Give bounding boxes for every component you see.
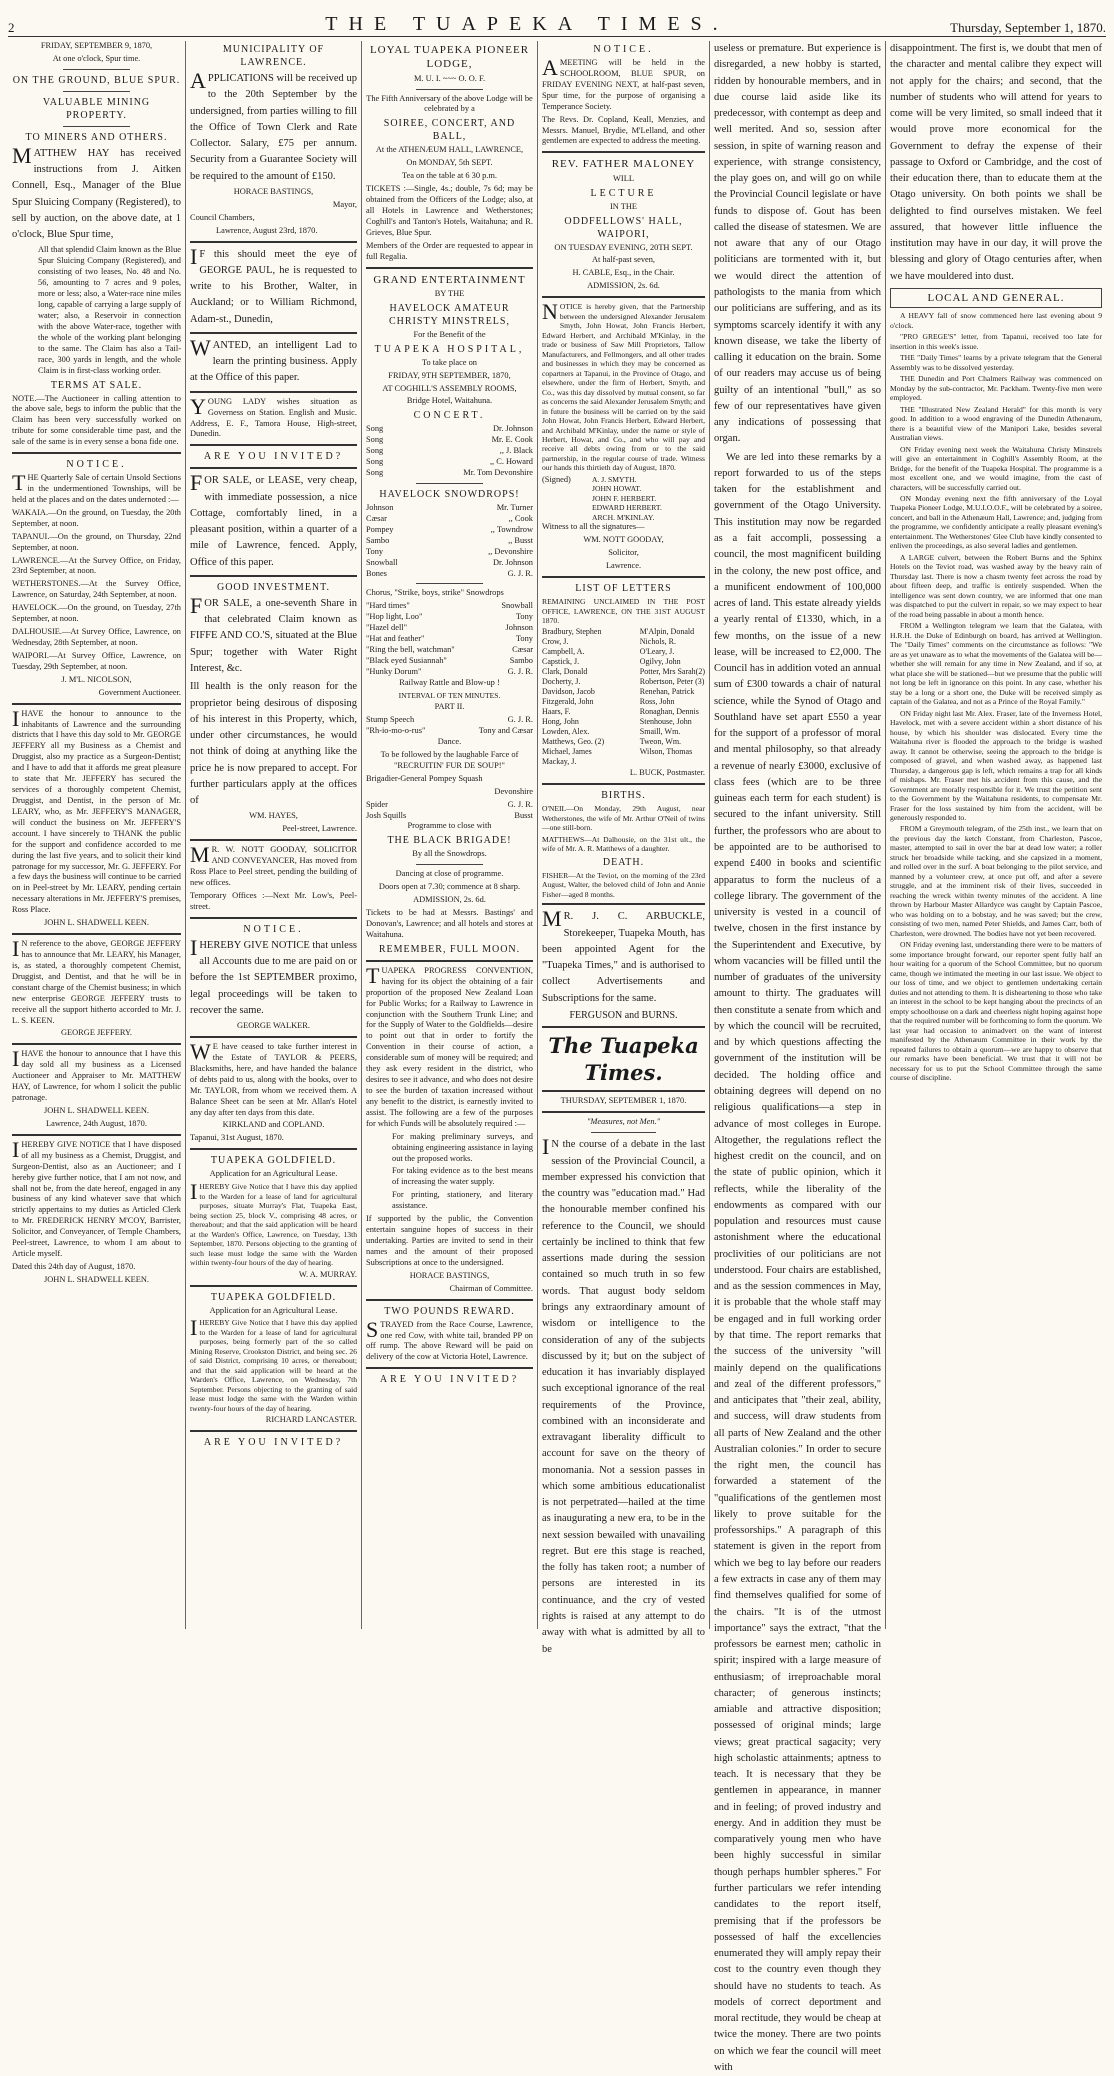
coghill-rooms: AT COGHILL'S ASSEMBLY ROOMS, xyxy=(382,383,517,393)
sale-location: ON THE GROUND, BLUE SPUR. xyxy=(12,74,181,86)
lodge-heading: LOYAL TUAPEKA PIONEER LODGE, xyxy=(369,44,530,71)
jeffery-notice: IN reference to the above, GEORGE JEFFERY has to announce that Mr. LEARY, his Manager, is, as stated, a thoroughly competent Chemist, Druggist, and Dentist, and that he will be in constant charge of the Chemist business; in which new enterprise GEORGE JEFFERY trusts to receive all the support hitherto accorded to Mr. J. L. S. KEEN. xyxy=(12,936,181,1025)
kirkland-notice: WE have ceased to take further interest in the Estate of TAYLOR & PEERS, Blacksmiths, here, and have handed the balance of debts paid to us, along with the books, over to Mr. TAYLOR, from whom we received them. A Balance Sheet can be seen at Mr. Allan's Hotel any day after ten days from this date. xyxy=(190,1039,357,1117)
lease-subheading-2: Application for an Agricultural Lease. xyxy=(209,1305,338,1315)
local-general-heading: LOCAL AND GENERAL. xyxy=(890,288,1102,308)
part-two: PART II. xyxy=(434,702,465,712)
will: WILL xyxy=(613,173,634,183)
maloney-heading: REV. FATHER MALONEY xyxy=(551,158,696,171)
death-fisher: FISHER—At the Teviot, on the morning of the 23rd August, Walter, the beloved child of John and Annie Fisher—aged 8 months. xyxy=(542,870,705,899)
purpose-2: For taking evidence as to the best means of increasing the water supply. xyxy=(392,1166,533,1187)
regalia: Members of the Order are requested to appear in full Regalia. xyxy=(366,240,533,261)
keen-notice-3: IHEREBY GIVE NOTICE that I have disposed of all my business as a Chemist, Druggist, and Surgeon-Dentist, also as an Auctioneer; and I hereby give further notice, that I am not now, and shall not be, from the date hereof, engaged in any business of any kind whatever save that which strictly appertains to my duties as Articled Clerk to Mr. FREDERICK HENRY M'COY, Barrister, Solicitor, and Conveyancer, of Temple Chambers, Peel-street, Lawrence, to whom I am about to Article myself. xyxy=(12,1136,181,1259)
letter-name: M'Alpin, Donald xyxy=(639,627,695,637)
letter-name: Campbell, A. xyxy=(542,647,585,657)
nicolson-title: Government Auctioneer. xyxy=(98,687,181,697)
by-snowdrops: By all the Snowdrops. xyxy=(412,849,487,859)
letter-name: Bradbury, Stephen xyxy=(542,627,602,637)
cast-row: Cæsar ,, Cook xyxy=(366,513,533,523)
place-dalhousie: DALHOUSIE.—At Survey Office, Lawrence, on Wednesday, 28th September, at noon. xyxy=(12,627,181,648)
purpose-1: For making preliminary surveys, and obtaining engineering assistance in laying out the proposed works. xyxy=(392,1131,533,1163)
railway-rattle: Railway Rattle and Blow-up ! xyxy=(399,677,500,687)
letter-name: Wilson, Thomas xyxy=(639,747,693,757)
local-news-item: FROM a Greymouth telegram, of the 25th inst., we learn that on the previous day the ketch Constant, from Charleston, Pascoe, master, attempted to sail in over the bar at dead low water; a roller struck her broadside while tacking, and she capsized in a moment, and rolled over in the surf. A boat belonging to the pilot service, and manned by a volunteer crew, at once put off, and after a severe struggle, and at the imminent risk of their lives, succeeded in reaching the wreck within twenty minutes of the accident. A line thrown by Harbour Master Allardyce was caught by Captain Pascoe, who was holding on to a bobstay, and he was saved; but the crew, consisting of two men, named Peter Shields, and James Carr, both of Charleston, were drowned. The bodies have not yet been recovered. xyxy=(890,824,1102,938)
george-paul-ad: IF this should meet the eye of GEORGE PAUL, he is requested to write to his Brother, Walter, in Auckland; or to William Richmond, Adam-st., Dunedin, xyxy=(190,243,357,325)
place-tapanui: TAPANUI.—On the ground, on Thursday, 22nd September, at noon. xyxy=(12,531,181,552)
programme-close: Programme to close with xyxy=(407,821,492,831)
letter-name: Lowden, Alex. xyxy=(542,727,590,737)
leader-conclusion: disappointment. The first is, we doubt that men of the character and mental calibre they expect will not apply for the chairs; and second, that the number of students who will attend for years to come will be very limited, so small indeed that it would prove more economical for the Government to defray the expense of their passage to Oxford or Cambridge, and the cost of their education there, than to educate them at the Otago university. On both points we shall be delighted to find ourselves mistaken. We feel assured, that however little influence the institution may have in our day, it will prove the blessing and glory of Otago centuries after, when we have mouldered into dust. xyxy=(890,43,1102,282)
sale-subheading: TO MINERS AND OTHERS. xyxy=(25,131,168,143)
cast-row: Pompey ,, Towndrow xyxy=(366,524,533,534)
hayes-name: WM. HAYES, xyxy=(249,811,298,821)
take-place: To take place on xyxy=(422,357,477,367)
tickets-2: Tickets to be had at Messrs. Bastings' and Donovan's, Lawrence; and all hotels and stores at Waitahuna. xyxy=(366,908,533,939)
partnership-notice: NOTICE is hereby given, that the Partnership between the undersigned Alexander Jerusalem Smyth, John Howat, John Francis Herbert, Edward Herbert, and Archibald M'Kinlay, in the trade or business of Saw Mill Proprietors, Tallow Manufacturers, and Fellmongers, and all other trades and businesses in which they may be concerned as copartners at Tapanui, in the Province of Otago, and elsewhere, under the firm of Herbert, Smyth, and Co., was this day dissolved by mutual consent, so far as concerns the said Alexander Jerusalem Smyth; and in future the business will be carried on by the said John Howat, John Francis Herbert, Edward Herbert, and Archibald M'Kinlay, under the name or style of Herbert, Howat, and Co., and who will pay and receive all debts owing from or to the said partnership, in the regular course of trade. Witness our hands this thirtieth day of August, 1870. xyxy=(542,299,705,473)
witness-title: Solicitor, xyxy=(608,548,639,558)
bastings-name: HORACE BASTINGS, xyxy=(233,186,314,196)
lease-subheading: Application for an Agricultural Lease. xyxy=(209,1169,338,1179)
local-news-item: ON Friday night last Mr. Alex. Fraser, late of the Inverness Hotel, Havelock, met with a severe accident within a short distance of his house, by which his shoulder was dislocated. Every time the Waitahuna river is flooded the approach to the bridge is washed away. It cannot be otherwise, seeing the approach to the bridge is composed of gravel, and when washed away, as happened last Thursday, a dangerous gap is left, which remains a trap for all kinds of mishaps. Mr. Fraser met his accident from this cause, and the Government are morally responsible for it. We trust the petition sent to the Government by the Waitahuna residents, to compensate Mr. Fraser for the loss sustained by him from the accident, will be generously responded to. xyxy=(890,708,1102,822)
farce: To be followed by the laughable Farce of "RECRUITIN' FUR DE SOUP!" xyxy=(380,749,519,770)
letter-name: Stenhouse, John xyxy=(639,717,692,727)
page-number: 2 xyxy=(8,20,15,35)
reverends: The Revs. Dr. Copland, Keall, Menzies, and Messrs. Manuel, Brydie, M'Lelland, and other gentlemen are expected to address the meeting. xyxy=(542,114,705,146)
letter-name: Ogilvy, John xyxy=(639,657,681,667)
program-row: Josh Squills Busst xyxy=(366,810,533,820)
cast-row: Johnson Mr. Turner xyxy=(366,503,533,513)
lecture: LECTURE xyxy=(590,187,657,199)
ferguson-burns: FERGUSON and BURNS. xyxy=(569,1009,678,1021)
brigadier: Brigadier-General Pompey Squash xyxy=(366,773,483,783)
tuesday-evening: ON TUESDAY EVENING, 20TH SEPT. xyxy=(554,242,693,252)
invited-banner: ARE YOU INVITED? xyxy=(203,451,344,463)
in-the: IN THE xyxy=(609,201,638,211)
municipality-heading: MUNICIPALITY OF LAWRENCE. xyxy=(222,44,325,68)
keen-signature-3: JOHN L. SHADWELL KEEN. xyxy=(43,1274,150,1284)
letter-name: Renehan, Patrick xyxy=(639,687,695,697)
masthead xyxy=(8,6,1106,37)
birth-oneil: O'NEIL—On Monday, 29th August, near Wetherstones, the wife of Mr. Arthur O'Neil of twins—one still-born. xyxy=(542,804,705,833)
song-row: Song ,, J. Black xyxy=(366,446,533,456)
program-row: Spider G. J. R. xyxy=(366,799,533,809)
hospital: TUAPEKA HOSPITAL, xyxy=(374,343,525,355)
program-row: "Black eyed Susiannah" Sambo xyxy=(366,656,533,665)
kirkland-signature: KIRKLAND and COPLAND. xyxy=(222,1120,325,1130)
auction-intro: MATTHEW HAY has received instructions from J. Aitken Connell, Esq., Manager of the Blue Spur Sluicing Company (Registered), to sell by auction, on the above date, at 1 o'clock, Blue Spur time, xyxy=(12,142,181,241)
letter-name: Ross, John xyxy=(639,697,675,707)
dancing: Dancing at close of programme. xyxy=(395,869,504,879)
tickets-info: TICKETS :—Single, 4s.; double, 7s 6d; may be obtained from the Officers of the Lodge; also, at all Hotels in Lawrence and Wetherstones; Coghill's and Tanton's Hotels, Waitahuna; and R. Grieves, Blue Spur. xyxy=(366,184,533,237)
strayed-cow: STRAYED from the Race Course, Lawrence, one red Cow, with white tail, branded PP on off rump. The above Reward will be paid on delivery of the cow at Victoria Hotel, Lawrence. xyxy=(366,1316,533,1362)
letter-name: Haars, F. xyxy=(542,707,571,717)
letters-heading: LIST OF LETTERS xyxy=(575,583,672,595)
program-row: "Hunky Dorum" G. J. R. xyxy=(366,666,533,676)
witness-location: Lawrence. xyxy=(605,561,642,571)
walker-signature: GEORGE WALKER. xyxy=(237,1021,310,1031)
bridge-hotel: Bridge Hotel, Waitahuna. xyxy=(406,396,493,406)
temperance-meeting: AMEETING will be held in the SCHOOLROOM, BLUE SPUR, on FRIDAY EVENING NEXT, at half-past seven, Spur time, for the purpose of organising a Temperance Society. xyxy=(542,55,705,111)
births-heading: BIRTHS. xyxy=(601,790,646,802)
local-news-item: FROM a Wellington telegram we learn that the Galatea, with H.R.H. the Duke of Edinburgh on board, has arrived at Wellington. The "Daily Times" comments on the circumstance as follows: "We are as yet unaware as to what the movements of the Galatea will be—whether she will remain for any time in New Zealand, and if so, at what place she will be stationed—but we presume that the public will not long be left in ignorance on this point. In any case, whether his stay be a long or a short one, the Duke will be received simply as captain of the Galatea, and not as a Prince of the Royal Family." xyxy=(890,621,1102,707)
local-news-item: THE "Illustrated New Zealand Herald" for this month is very good. In addition to a wood engraving of the Dunedin Athenæum, there is a beautiful view of the Manipori Lake, besides several Australian views. xyxy=(890,404,1102,443)
cottage-sale-ad: FOR SALE, or LEASE, very cheap, with immediate possession, a nice Cottage, comfortably lined, in a pleasant position, within a quarter of a mile of Lawrence, fenced. Apply, Office of this paper. xyxy=(190,470,357,568)
cast-row: Tony ,, Devonshire xyxy=(366,546,533,556)
letter-name: Mackay, J. xyxy=(542,757,577,767)
full-moon: REMEMBER, FULL MOON. xyxy=(378,943,521,955)
claim-description: All that splendid Claim known as the Blue Spur Sluicing Company (Registered), and consisting of two leases, No. 48 and No. 56, amounting to 7 acres and 9 poles, more or less; also, a Water-race nine miles long, capable of carrying a large supply of water; also, a Reservoir in connection with the above Water-race, together with the whole of the working plant belonging to the same. The Claim has also a Tail-race, 300 yards in length, and the whole Claim is in first-class working order. xyxy=(38,245,181,375)
chorus: Chorus, "Strike, boys, strike" Snowdrops xyxy=(366,588,504,598)
letters-list xyxy=(542,627,705,767)
letter-name: Crow, J. xyxy=(542,637,569,647)
keen-notice-2: IHAVE the honour to announce that I have this day sold all my business as a Licensed Auctioneer and Appraiser to Mr. MATTHEW HAY, of Lawrence, for whom I solicit the public patronage. xyxy=(12,1046,181,1103)
sale-heading: VALUABLE MINING PROPERTY. xyxy=(42,96,151,121)
supported: If supported by the public, the Convention entertain sanguine hopes of success in their undertaking. Parties are invited to send in their names and the amount of their proposed Subscriptions at once to the undersigned. xyxy=(366,1214,533,1267)
letter-name: Ronaghan, Dennis xyxy=(639,707,699,717)
sale-date: FRIDAY, SEPTEMBER 9, 1870, xyxy=(40,41,153,50)
signatures: (Signed) A. J. SMYTH. JOHN HOWAT. JOHN F. HERBERT. EDWARD HERBERT. ARCH. M'KINLAY. xyxy=(542,474,662,522)
leader-continued-1: useless or premature. But experience is disregarded, a new hobby is started, ridden by honourable members, and in due course laid aside like its predecessor, with contempt as deep and well merited. And so, session after session, in spite of warning reason and experience, with strange consistency, the play goes on, and will go on while the Provincial Council legislate or have funds to dispose of. Gout has been called the disease of statesmen. We are not aware that any of our Otago politicians are tormented with it, but we would direct the attention of pathologists to the mania from which our politicians are suffering, and as its symptoms scarcely identify it with any known disease, we take the liberty of calling it education on the brain. Some of our readers may accuse us of being guilty of an intentional "bull," as so few of our representatives have given any indications of possessing that organ. xyxy=(714,43,881,445)
friday-date: FRIDAY, 9TH SEPTEMBER, 1870, xyxy=(388,370,511,380)
local-news-item: A LARGE culvert, between the Robert Burns and the Sphinx Hotels on the Teviot road, was washed away by the heavy rain of Thursday last. There is now a chasm twenty feet across the road by about fifteen deep, and traffic is entirely suspended. When the intelligence was sent down country, we are informed that one man was dispatched to put the culvert in repair, so we may expect to hear of the road being passable in about a month hence. xyxy=(890,552,1102,619)
admission: ADMISSION, 2s. 6d. xyxy=(413,895,486,905)
letter-name: Docherty, J. xyxy=(542,677,581,687)
local-news-item: ON Friday evening next week the Waitahuna Christy Minstrels will give an entertainment in Coghill's Assembly Room, at the Bridge, for the benefit of the Tuapeka Hospital. The programme is a most excellent one, and we would imagine, from the cast of characters, will be successfully carried out. xyxy=(890,444,1102,492)
song-row: Song Dr. Johnson xyxy=(366,424,533,434)
kirkland-date: Tapanui, 31st August, 1870. xyxy=(190,1133,284,1143)
local-items xyxy=(890,311,1102,1082)
gooday-ad: MR. W. NOTT GOODAY, SOLICITOR AND CONVEYANCER, Has moved from Ross Place to Peel street, pending the building of new offices. xyxy=(190,842,357,888)
chairman-name: HORACE BASTINGS, xyxy=(409,1270,490,1280)
walker-notice: IHEREBY GIVE NOTICE that unless all Accounts due to me are paid on or before the 1st SEPTEMBER proximo, legal proceedings will be taken to recover the same. xyxy=(190,934,358,1016)
interval: INTERVAL OF TEN MINUTES. xyxy=(398,690,501,700)
purpose-3: For printing, stationery, and literary assistance. xyxy=(392,1190,533,1211)
letter-name: Michael, James xyxy=(542,747,592,757)
death-heading: DEATH. xyxy=(602,856,645,868)
reward-heading: TWO POUNDS REWARD. xyxy=(384,1305,515,1317)
council-chambers: Council Chambers, xyxy=(190,212,255,222)
cast-row: Snowball Dr. Johnson xyxy=(366,557,533,567)
letter-name: Capstick, J. xyxy=(542,657,580,667)
column-6 xyxy=(886,41,1106,1629)
black-brigade: THE BLACK BRIGADE! xyxy=(387,835,512,847)
chair: H. CABLE, Esq., in the Chair. xyxy=(572,268,675,278)
governess-ad: YOUNG LADY wishes situation as Governess on Station. English and Music. Address, E. F., Tamora House, High-street, Dunedin. xyxy=(190,393,357,439)
keen-signature-1: JOHN L. SHADWELL KEEN. xyxy=(43,918,150,928)
program-row: "Hazel dell" Johnson xyxy=(366,623,533,633)
leader-continued-2: We are led into these remarks by a report forwarded to us of the steps taken for the establishment and government of the Otago University. This institution may now be regarded as a fait accompli, possessing a council, the most magnificent building in the colony, the new post office, and a munificent endowment of 100,000 acres of land. This estate already yields a yearly rental of £1330, which, in a few months, on the issue of a new lease, will be increased to £2,000. The Council has in addition voted an annual sum of £300 towards a chair of natural science, while the Synod of Otago and Southland have set apart £550 a year for the support of a professor of moral and mental philosophy, so that already a revenue of nearly £3000, exclusive of class fees (which are to be three guineas each term for each student) is secured to the infant university. Still further, the professors who are about to be appointed are to be authorised to expend £400 in books and scientific apparatus to form the nucleus of a college library. The government of the university is vested in a council of twelve, chosen in the first instance by the Superintendent and Executive, by whom vacancies will be filled until the number of graduates of the university amount to thirty. The graduates will then constitute a senate from which and by which the council will be recruited, and by which questions affecting the government of the institution will be decided. The holding office and obtaining degrees will depend on no religious qualifications—a step in advance of most colleges in Europe. Altogether, the regulations reflect the highest credit on the council, and on the state of public opinion, which it reflects, while the liberality of the endowments as compared with our population and resources must cause astonishment where the educational proclivities of our politicians are not understood. Four chairs are established, and as the session commences in May, it is probable that the whole staff may be engaged and in full working order by that time. The report remarks that the success of the university "will mainly depend on the qualifications and zeal of the different professors," and anticipates that "their zeal, ability, and success, will draw students from all parts of New Zealand and the other Australian colonies." In order to secure the right men, the council has forwarded a statement of the "qualifications of the gentlemen most likely to prove suitable for the professorships." A paragraph of this statement is given in the report from which we beg to lay before our readers a few extracts in case any of them may find themselves qualified for some of the chairs. "It is of the utmost importance" says the extract, "that the professors be earnest men; catholic in spirit; inspired with a large measure of enthusiasm; of irreproachable moral character; of generous instincts; amiable and attractive disposition; possessed of original minds; large views; great practical sagacity; very high scholastic attainments; aptness to teach. It is necessary that they be gentlemen in appearance, in manner and in feeling; of proved industry and energy. And in addition they must be comparatively young men who have been highly successful in similar though perhaps humbler spheres." For further particulars we refer intending candidates to the report itself, premising that if the professors be possessed of half the excellencies enumerated they will amply repay their cost to the country even though they should have no students to teach. As models of correct deportment and moral rectitude, they would be cheap at twice the money. There are two points on which we fear the council will meet with xyxy=(714,451,881,2073)
notice-heading: NOTICE. xyxy=(66,459,127,471)
letter-name: O'Leary, J. xyxy=(639,647,675,657)
song-row: Song Mr. E. Cook xyxy=(366,435,533,445)
athenaeum: At the ATHENÆUM HALL, LAWRENCE, xyxy=(375,145,524,155)
concert-heading: CONCERT. xyxy=(413,410,486,422)
letter-name: Fitzgerald, John xyxy=(542,697,594,707)
benefit: For the Benefit of the xyxy=(413,329,486,339)
cast-row: Bones G. J. R. xyxy=(366,568,533,578)
leader-article: IN the course of a debate in the last session of the Provincial Council, a member expressed his conviction that the country was "education mad." Had the honourable member confined his reference to the Council, we should certainly be inclined to think that few assertions made during the session contained so much truth in so few words. That august body seldom brings any extraordinary amount of wisdom or intelligence to the consideration of any of the subjects discussed by it; but on the subject of education it has invariably displayed such exceptional ignorance of the real requirements of the Province, combined with an inconsiderate and extravagant liberality difficult to account for save on the theory of monomania. Not a session passes in which some ambitious educationalist is not perpetrated—hailed at the time as inaugurating a new era, to be in the next session bewailed with unavailing regret. But ere this stage is reached, the folly has taken root; a number of persons are interested in its continuance, and the cry of vested rights is raised at any attempt to do away with what is admitted by all to be xyxy=(542,1134,705,1655)
lecture-time: At half-past seven, xyxy=(591,255,656,265)
place-wetherstones: WETHERSTONES.—At the Survey Office, Lawrence, on Saturday, 24th September, at noon. xyxy=(12,579,181,600)
hayes-location: Peel-street, Lawrence. xyxy=(282,824,357,834)
keen-notice-1: IHAVE the honour to announce to the inhabitants of Lawrence and the surrounding districts that I have this day sold to Mr. GEORGE JEFFERY all my Business as a Chemist and Druggist, also my practice as a Surgeon-Dentist; and I have to add that it affords me great pleasure to state that Mr. JEFFERY has secured the services of a thoroughly competent Chemist, Druggist, and Dentist, in the person of Mr. LEARY, who, as Mr. JEFFERY'S MANAGER, will conduct the business on Mr. JEFFERY'S account. I have sincerely to THANK the public for the support and confidence accorded to me during the last five years, and to solicit their kind patronage for my successor, Mr. G. JEFFERY. For a few days the business will continue to be carried on in Peel-street by Mr. LEARY, pending certain necessary alterations in Mr. JEFFERY'S premises, Ross Place. xyxy=(12,705,181,915)
mayor-title: Mayor, xyxy=(332,199,357,209)
auction-note: NOTE.—The Auctioneer in calling attention to the above sale, begs to inform the public that the Claim has been very successfully worked on tribute for some considerable time past, and the sale of the same is in every sense a bona fide one. xyxy=(12,393,181,447)
place-havelock: HAVELOCK.—On the ground, on Tuesday, 27th September, at noon. xyxy=(12,603,181,624)
local-news-item: A HEAVY fall of snow commenced here last evening about 9 o'clock. xyxy=(890,311,1102,330)
local-news-item: "PRO GREGE'S" letter, from Tapanui, received too late for insertion in this week's issue. xyxy=(890,332,1102,351)
program-row: "Hop light, Loo" Tony xyxy=(366,612,533,622)
column-4 xyxy=(538,41,710,1655)
column-1 xyxy=(8,41,186,1629)
council-date: Lawrence, August 23rd, 1870. xyxy=(216,225,318,235)
murray-notice: IHEREBY Give Notice that I have this day applied to the Warden for a lease of land for agricultural purposes, situate Murray's Flat, Tuapeka East, being section 25, block V., comprising 48 acres, or thereabout; and that the said application will be heard at the Warden's Office, Lawrence, on Tuesday, 13th September, 1870. Persons objecting to the granting of such lease must lodge the same with the Warden within twenty-four hours of the day of hearing. xyxy=(190,1179,357,1268)
local-news-item: ON Monday evening next the fifth anniversary of the Loyal Tuapeka Pioneer Lodge, M.U.I.O.O.F., will be celebrated by a soiree, concert, and ball in the Athenæum Hall, Lawrence; and, judging from the programme, we confidently anticipate a really pleasant evening's entertainment. The Wetherstones' Glee Club have kindly consented to enliven the proceedings, as also several ladies and gentlemen. xyxy=(890,494,1102,551)
letter-name: Tweon, Wm. xyxy=(639,737,682,747)
place-lawrence: LAWRENCE.—At the Survey Office, on Friday, 23rd September, at noon. xyxy=(12,555,181,576)
wanted-ad: WANTED, an intelligent Lad to learn the printing business. Apply at the Office of this paper. xyxy=(190,334,357,384)
letter-name: Nichols, R. xyxy=(639,637,676,647)
lancaster-signature: RICHARD LANCASTER. xyxy=(265,1415,357,1425)
jeffery-signature: GEORGE JEFFERY. xyxy=(60,1028,133,1038)
letter-name: Hong, John xyxy=(542,717,579,727)
local-news-item: ON Friday evening last, understanding there were to be matters of some importance brought forward, our reporter spent fully half an hour waiting for a quorum of the School Committee, but no quorum came, though we intimated the meeting in our last issue. We object to our loss of time, and we object to gentlemen undertaking certain duties and not attending to them. It is disheartening to those who take an interest in the school to be kept hanging about the precincts of an empty schoolhouse on a dark and cheerless night hoping against hope that the required number will be forthcoming to form the quorum. We last year had occasion to animadvert on the want of interest manifested by the Athenæum Committee in their work by the repeated failures to obtain a quorum—we are happy to observe that our remarks have been beneficial. We trust that it will not be necessary for us to put the School Committee through the same course of discipline. xyxy=(890,940,1102,1083)
program-row: "Ring the bell, watchman" Cæsar xyxy=(366,645,533,655)
terms-heading: TERMS AT SALE. xyxy=(50,379,143,391)
program-row: "Hat and feather" Tony xyxy=(366,634,533,644)
investment-heading: GOOD INVESTMENT. xyxy=(216,581,331,593)
program-row: Stump Speech G. J. R. xyxy=(366,715,533,725)
song-row: Song Mr. Tom Devonshire xyxy=(366,468,533,478)
keen-signature-2: JOHN L. SHADWELL KEEN. xyxy=(43,1105,150,1115)
cast-row: Sambo ,, Busst xyxy=(366,535,533,545)
letter-name: Potter, Mrs Sarah(2) xyxy=(639,667,705,677)
local-news-item: THE Dunedin and Port Chalmers Railway was commenced on Monday by the sub-contractor, Mr. Packham. Twenty-five men were employed. xyxy=(890,374,1102,403)
paper-title: THE TUAPEKA TIMES. xyxy=(325,13,729,35)
place-wakaia: WAKAIA.—On the ground, on Tuesday, the 20th September, at noon. xyxy=(12,507,181,528)
nicolson-signature: J. M'L. NICOLSON, xyxy=(61,674,132,684)
share-sale-ad: FOR SALE, a one-seventh Share in that celebrated Claim known as FIFFE AND CO.'S, situated at the Blue Spur; together with Water Right Interest, &c. xyxy=(190,592,357,675)
goldfield-heading: TUAPEKA GOLDFIELD. xyxy=(210,1155,337,1167)
oddfellows-hall: ODDFELLOWS' HALL, WAIPORI, xyxy=(564,215,683,240)
minstrels: HAVELOCK AMATEUR CHRISTY MINSTRELS, xyxy=(389,302,510,327)
tea-time: Tea on the table at 6 30 p.m. xyxy=(402,171,497,181)
witness-name: WM. NOTT GOODAY, xyxy=(583,535,664,545)
progress-convention: TUAPEKA PROGRESS CONVENTION, having for its object the obtaining of a fair proportion of the proposed New Zealand Loan for Public Works; for a Railway to Lawrence in conjunction with the Southern Trunk Line; and for the Supply of Water to the Goldfields—desire to point out that in order to fortify the Convention in their course of action, a considerable sum of money will be required; and they ask every resident in the district, who desires to see it advance, and who does not desire to see the burden of taxation increased without any benefit to the district, is earnestly invited to assist. The following are a few of the purposes for which Funds will be absolutely required :— xyxy=(366,962,533,1128)
goldfield-heading-2: TUAPEKA GOLDFIELD. xyxy=(210,1291,337,1303)
brigadier-by: Devonshire xyxy=(494,786,533,796)
column-5 xyxy=(710,41,886,2073)
letter-name: Smaill, Wm. xyxy=(639,727,681,737)
letter-name: Robertson, Peter (3) xyxy=(639,677,705,687)
paper-flag: The Tuapeka Times. xyxy=(548,1032,699,1086)
leader-date: THURSDAY, SEPTEMBER 1, 1870. xyxy=(560,1096,687,1106)
witness: Witness to all the signatures— xyxy=(542,522,645,532)
place-waipori: WAIPORI.—At Survey Office, Lawrence, on Tuesday, 29th September, at noon. xyxy=(12,650,181,671)
notice-heading-3: NOTICE. xyxy=(593,44,654,55)
program-row: "Rh-io-mo-o-rus" Tony and Cæsar xyxy=(366,726,533,736)
chairman-title: Chairman of Committee. xyxy=(449,1283,533,1293)
murray-signature: W. A. MURRAY. xyxy=(298,1269,357,1279)
letters-sub: REMAINING UNCLAIMED IN THE POST OFFICE, LAWRENCE, ON THE 31ST AUGUST 1870. xyxy=(542,597,705,625)
soiree-title: SOIREE, CONCERT, AND BALL, xyxy=(383,118,516,143)
program-row: "Hard times" Snowball xyxy=(366,601,533,611)
arbuckle-notice: MR. J. C. ARBUCKLE, Storekeeper, Tuapeka Mouth, has been appointed Agent for the "Tuapeka Times," and is authorised to collect Advertisements and Subscriptions for the same. xyxy=(542,906,705,1004)
gooday-offices: Temporary Offices :—Next Mr. Low's, Peel-street. xyxy=(190,890,357,911)
share-sale-detail: Ill health is the only reason for the proprietor being desirous of disposing of his interest in this Property, which, under other circumstances, he would not think of doing at anything like the price he is now prepared to accept. For further particulars apply at the offices of xyxy=(190,681,357,807)
postmaster: L. BUCK, Postmaster. xyxy=(629,768,705,778)
issue-date: Thursday, September 1, 1870. xyxy=(950,20,1106,35)
birth-matthews: MATTHEWS—At Dalhousie, on the 31st ult., the wife of Mr. A. R. Matthews of a daughter. xyxy=(542,834,705,854)
invited-banner-3: ARE YOU INVITED? xyxy=(379,1374,520,1386)
lodge-order: M. U. I. ~~~ O. O. F. xyxy=(413,73,486,83)
monday-date: On MONDAY, 5th SEPT. xyxy=(406,158,493,168)
keen-date-3: Dated this 24th day of August, 1870. xyxy=(12,1261,136,1271)
song-row: Song ,, C. Howard xyxy=(366,457,533,467)
letter-name: Davidson, Jacob xyxy=(542,687,595,697)
column-3 xyxy=(362,41,538,1629)
by-the: BY THE xyxy=(434,288,465,298)
column-2 xyxy=(186,41,362,1629)
notice-heading-2: NOTICE. xyxy=(243,923,304,935)
letter-name: Clark, Donald xyxy=(542,667,588,677)
anniversary: The Fifth Anniversary of the above Lodge will be celebrated by a xyxy=(366,93,533,114)
local-news-item: THE "Daily Times" learns by a private telegram that the General Assembly was to be dissolved yesterday. xyxy=(890,353,1102,372)
doors: Doors open at 7.30; commence at 8 sharp. xyxy=(378,882,521,892)
lancaster-notice: IHEREBY Give Notice that I have this day applied to the Warden for a lease of land for agricultural purposes, being formerly part of the so called Mining Reserve, Crookston District, and being sec. 26 of said District, comprising 10 acres, or thereabout; and that the said application will be heard at the Warden's Office, Lawrence, on Wednesday, 7th September. Persons objecting to the granting of said lease must lodge the same with the Warden within twenty-four hours of the day of hearing. xyxy=(190,1315,357,1413)
grand-entertainment: GRAND ENTERTAINMENT xyxy=(373,273,526,286)
keen-date-2: Lawrence, 24th August, 1870. xyxy=(46,1118,147,1128)
lecture-admission: ADMISSION, 2s. 6d. xyxy=(587,281,660,291)
sale-time: At one o'clock, Spur time. xyxy=(52,53,141,63)
letter-name: Matthews, Geo. (2) xyxy=(542,737,605,747)
invited-banner-2: ARE YOU INVITED? xyxy=(203,1437,344,1449)
motto: "Measures, not Men." xyxy=(586,1117,661,1127)
snowdrops-heading: HAVELOCK SNOWDROPS! xyxy=(379,489,520,501)
dance: Dance. xyxy=(437,737,462,747)
town-clerk-ad: APPLICATIONS will be received up to the 20th September by the undersigned, from parties willing to fill the Office of Town Clerk and Rate Collector. Salary, £75 per annum. Security from a Guarantee Society will be required to the amount of £150. xyxy=(190,68,357,182)
quarterly-sale: THE Quarterly Sale of certain Unsold Sections in the undermentioned Townships, will be held at the places and on the dates undernoted :— xyxy=(12,470,181,504)
